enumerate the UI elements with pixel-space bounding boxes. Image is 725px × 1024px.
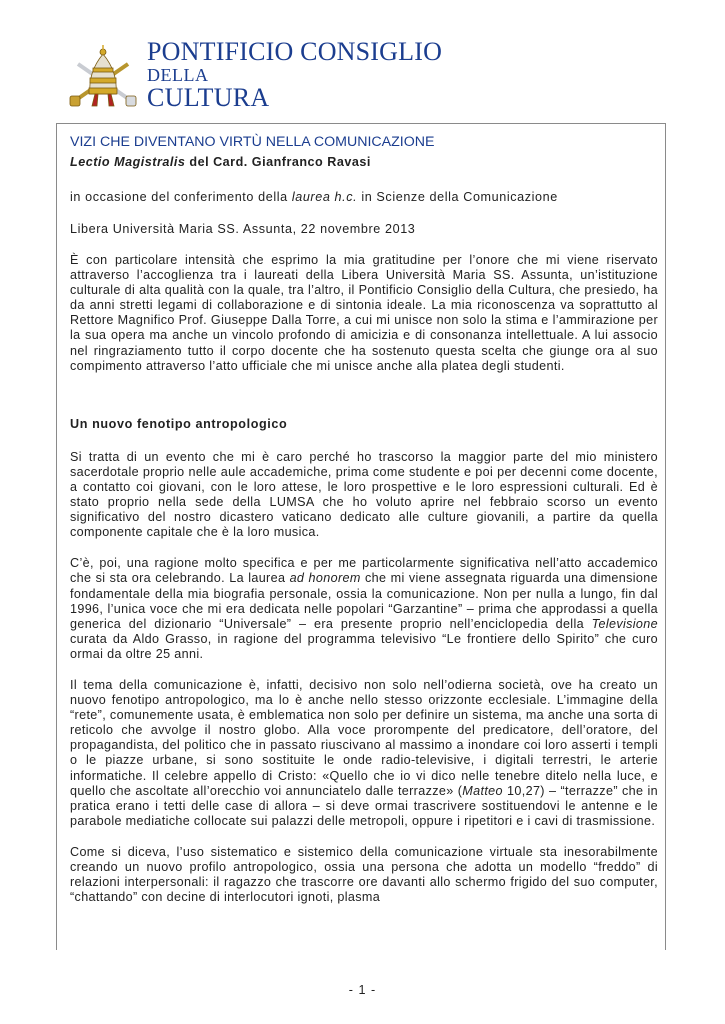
paragraph-2: Si tratta di un evento che mi è caro perché ho trascorso la maggior parte del mio ministero sacerdotale proprio nelle aule accademiche, prima come studente e poi per decenni come docente, a contatto coi giovani, con le loro attese, le loro prospettive e le loro espressioni culturali. Ed è stato proprio nella sede della LUMSA che ho voluto aprire nel febbraio scorso un evento significativo del nostro dicastero vaticano dedicato alle culture giovanili, a partire da quella componente capitale che è la loro musica. — [70, 449, 658, 540]
paragraph-5: Come si diceva, l’uso sistematico e sistemico della comunicazione virtuale sta inesorabilmente creando un nuovo profilo antropologico, ossia una persona che adotta un modello “freddo” di relazioni interpersonali: il ragazzo che trascorre ore davanti allo schermo frigido del suo computer, “chattando” con decine di interlocutori ignoti, plasma — [70, 844, 658, 905]
occasion-em: laurea h.c. — [291, 190, 358, 204]
p4-em-matteo: Matteo — [462, 783, 503, 798]
p3-part-b: che mi viene assegnata riguarda una dimensione fondamentale della mia biografia personale, ossia la comunicazione. Non per nulla a lungo, fin dal 1996, l’unica voce che mi era dedicata nelle popolari “Garzantine” – prima che approdassi a quella generica del dizionario “Universale” – era presente proprio nell’enciclopedia della — [70, 571, 658, 631]
p3-em-ad-honorem: ad honorem — [289, 571, 361, 586]
papal-tiara-keys-icon — [68, 42, 138, 112]
institution-line-1: PONTIFICIO CONSIGLIO — [147, 37, 443, 66]
document-body — [70, 132, 658, 905]
section-heading: Un nuovo fenotipo antropologico — [70, 416, 288, 431]
paragraph-4 — [70, 678, 658, 829]
occasion-line — [70, 189, 658, 205]
occasion-post: in Scienze della Comunicazione — [357, 190, 558, 204]
lectio-label: Lectio Magistralis — [70, 155, 186, 169]
paragraph-1: È con particolare intensità che esprimo la mia gratitudine per l’onore che mi viene riservato attraverso l’accoglienza tra i laureati della Libera Università Maria SS. Assunta, un’istituzione culturale di alta qualità con la quale, tra l’altro, il Pontificio Consiglio della Cultura, che presiedo, ha da anni stretti legami di collaborazione e di sintonia ideale. La mia riconoscenza va soprattutto al Rettore Magnifico Prof. Giuseppe Dalla Torre, a cui mi unisce non solo la stima e l’ammirazione per la sua opera ma anche un vincolo profondo di amicizia e di consonanza intellettuale. A lui associo nel ringraziamento tutto il corpo docente che ha sostenuto questa scelta che giunge ora al suo compimento attraverso l’atto ufficiale che mi unisce anche alla platea degli studenti. — [70, 253, 658, 373]
page-header — [68, 38, 528, 110]
page-number: - 1 - — [348, 983, 377, 997]
document-title: VIZI CHE DIVENTANO VIRTÙ NELLA COMUNICAZIONE — [70, 134, 435, 150]
p3-part-a: C’è, poi, una ragione molto specifica e per me particolarmente significativa nell’atto accademico che si sta ora celebrando. La laurea — [70, 556, 658, 586]
document-subtitle — [70, 153, 658, 171]
p4-part-a: Il tema della comunicazione è, infatti, decisivo non solo nell’odierna società, ove ha creato un nuovo fenotipo antropologico, ma lo è anche nello stesso orizzonte ecclesiale. L’immagine della “rete”, comunemente usata, è emblematica non solo per definire un sistema, ma anche una sorta di reticolo che avvolge il nostro globo. Alla voce prorompente del predicatore, dell’oratore, del propagandista, del politico che in passato riuscivano al massimo a inondare coi loro asserti i templi o le piazze urbane, si sono sostituite le onde radio-televisive, i digitali terrestri, le arterie informatiche. Il celebre appello di Cristo: «Quello che io vi dico nelle tenebre ditelo nella luce, e quello che ascoltate all’orecchio voi annunciatelo dalle terrazze» ( — [70, 677, 658, 798]
author-line: del Card. Gianfranco Ravasi — [185, 155, 371, 169]
p3-part-c: curata da Aldo Grasso, in ragione del programma televisivo “Le frontiere dello Spirito” che curo ormai da oltre 25 anni. — [70, 631, 658, 661]
institution-name — [147, 38, 442, 110]
p4-part-b: 10,27) – “terrazze” che in pratica erano i tetti delle case di allora – si deve ormai trascrivere sostituendovi le antenne e le parabole mediatiche collocate sui palazzi delle metropoli, oppure i ripetitori e i cavi di trasmissione. — [70, 783, 658, 828]
institution-line-3: CULTURA — [147, 83, 270, 112]
occasion-pre: in occasione del conferimento della — [70, 190, 292, 204]
place-date: Libera Università Maria SS. Assunta, 22 novembre 2013 — [70, 222, 416, 236]
p3-em-televisione: Televisione — [591, 616, 658, 631]
paragraph-3 — [70, 556, 658, 662]
institution-line-2: DELLA — [147, 65, 209, 85]
